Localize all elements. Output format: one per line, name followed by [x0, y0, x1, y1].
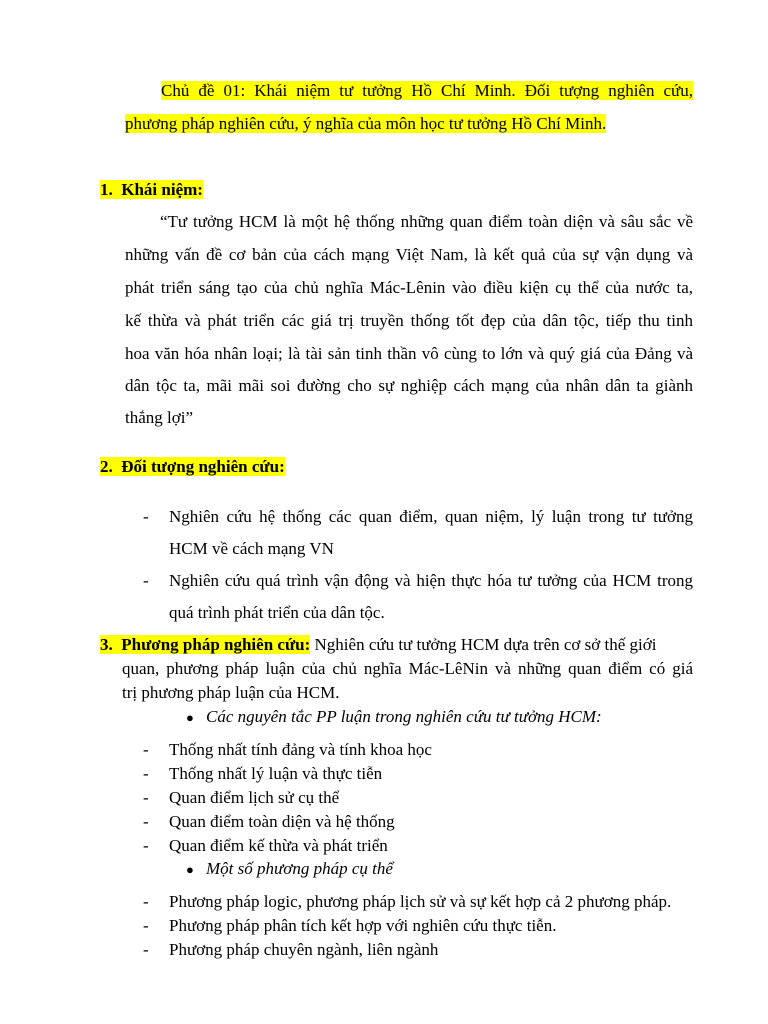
section-1-paragraph-line: thắng lợi”	[125, 408, 193, 427]
principles-subheading: Các nguyên tắc PP luận trong nghiên cứu tư tưởng HCM:	[206, 707, 602, 726]
list-dash: -	[143, 892, 149, 911]
principle-item: Quan điểm kế thừa và phát triển	[169, 836, 388, 855]
bullet-icon: ●	[186, 710, 194, 725]
section-3-intro-line: quan, phương pháp luận của chủ nghĩa Mác-LêNin và những quan điểm có giá	[122, 659, 693, 678]
principle-item: Quan điểm lịch sử cụ thể	[169, 788, 340, 807]
research-object-item: Nghiên cứu hệ thống các quan điểm, quan niệm, lý luận trong tư tưởng	[169, 507, 693, 526]
principle-item: Thống nhất lý luận và thực tiễn	[169, 764, 383, 783]
section-1-heading: 1. Khái niệm:	[100, 180, 203, 199]
principle-item: Thống nhất tính đảng và tính khoa học	[169, 740, 432, 759]
research-object-item-cont: HCM về cách mạng VN	[169, 539, 334, 558]
title-line-1: Chủ đề 01: Khái niệm tư tưởng Hồ Chí Minh. Đối tượng nghiên cứu,	[161, 81, 693, 100]
principle-item: Quan điểm toàn diện và hệ thống	[169, 812, 395, 831]
methods-subheading: Một số phương pháp cụ thể	[206, 859, 393, 878]
list-dash: -	[143, 916, 149, 935]
section-1-paragraph-line: kế thừa và phát triển các giá trị truyền thống tốt đẹp của dân tộc, tiếp thu tinh	[125, 311, 693, 330]
list-dash: -	[143, 507, 149, 526]
method-item: Phương pháp phân tích kết hợp với nghiên cứu thực tiễn.	[169, 916, 557, 935]
list-dash: -	[143, 571, 149, 590]
section-1-paragraph-line: dân tộc ta, mãi mãi soi đường cho sự nghiệp cách mạng của nhân dân ta giành	[125, 376, 693, 395]
method-item: Phương pháp chuyên ngành, liên ngành	[169, 940, 439, 959]
list-dash: -	[143, 940, 149, 959]
section-3-heading: 3. Phương pháp nghiên cứu: Nghiên cứu tư tưởng HCM dựa trên cơ sở thế giới	[100, 635, 657, 654]
section-2-heading: 2. Đối tượng nghiên cứu:	[100, 457, 285, 476]
section-3-intro: Nghiên cứu tư tưởng HCM dựa trên cơ sở thế giới	[314, 635, 657, 654]
bullet-icon: ●	[186, 862, 194, 877]
research-object-item-cont: quá trình phát triển của dân tộc.	[169, 603, 385, 622]
section-3-intro-line: trị phương pháp luận của HCM.	[122, 683, 340, 702]
section-1-paragraph-line: hoa văn hóa nhân loại; là tài sản tinh thần vô cùng to lớn và quý giá của Đảng và	[125, 344, 693, 363]
list-dash: -	[143, 764, 149, 783]
method-item: Phương pháp logic, phương pháp lịch sử và sự kết hợp cả 2 phương pháp.	[169, 892, 672, 911]
research-object-item: Nghiên cứu quá trình vận động và hiện thực hóa tư tưởng của HCM trong	[169, 571, 693, 590]
list-dash: -	[143, 812, 149, 831]
section-1-paragraph-line: “Tư tưởng HCM là một hệ thống những quan điểm toàn diện và sâu sắc về	[160, 212, 693, 231]
list-dash: -	[143, 836, 149, 855]
section-1-paragraph-line: phát triển sáng tạo của chủ nghĩa Mác-Lênin vào điều kiện cụ thể của nước ta,	[125, 278, 693, 297]
title-line-2: phương pháp nghiên cứu, ý nghĩa của môn học tư tưởng Hồ Chí Minh.	[125, 114, 607, 133]
section-1-paragraph-line: những vấn đề cơ bản của cách mạng Việt Nam, là kết quả của sự vận dụng và	[125, 245, 693, 264]
list-dash: -	[143, 788, 149, 807]
list-dash: -	[143, 740, 149, 759]
